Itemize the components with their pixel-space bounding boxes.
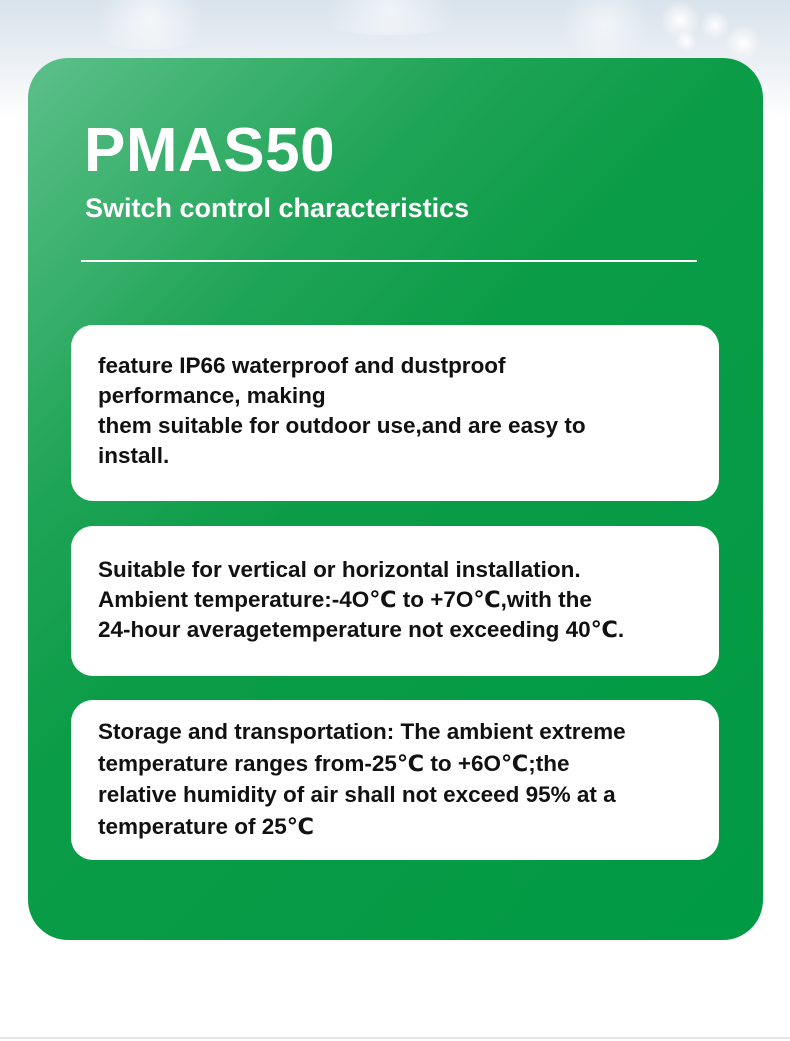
product-title: PMAS50 [84, 116, 336, 185]
feature-card-installation [71, 526, 719, 676]
product-subtitle: Switch control characteristics [85, 193, 470, 223]
spec-panel [28, 58, 763, 940]
bottom-divider [0, 1037, 790, 1039]
feature-card-waterproof [71, 325, 719, 501]
feature-card-text: Suitable for vertical or horizontal installation. Ambient temperature:-4O℃ to +7O℃,with the 24-hour averagetemperature not exceeding 40℃. [98, 557, 625, 642]
feature-card-text: feature IP66 waterproof and dustproof performance, making them suitable for outdoor use,and are easy to install. [98, 353, 586, 468]
bokeh-light [725, 25, 761, 61]
bokeh-light [300, 0, 480, 35]
bokeh-light [80, 0, 220, 50]
title-divider [81, 260, 697, 262]
bokeh-light [675, 30, 697, 52]
feature-card-storage [71, 700, 719, 860]
feature-card-text: Storage and transportation: The ambient extreme temperature ranges from-25℃ to +6O℃;the relative humidity of air shall not exceed 95% at a temperature of 25℃ [98, 719, 626, 839]
